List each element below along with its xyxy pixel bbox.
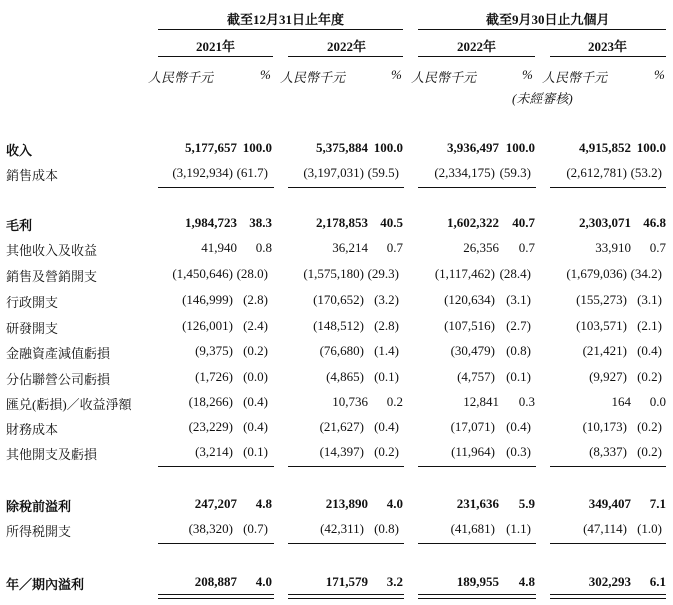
cell-other-expenses-2022-9m-pct: (0.3) <box>506 444 531 459</box>
cell-associates-loss-2022-9m-amount: (4,757) <box>457 369 495 384</box>
cell-associates-loss-2022-pct: (0.1) <box>374 369 399 384</box>
period-header-annual: 截至12月31日止年度 <box>227 12 345 27</box>
unit-pct-2022-annual: % <box>391 67 402 82</box>
cell-other-expenses-2022-pct: (0.2) <box>374 444 399 459</box>
cell-impairment-loss-2023-9m-pct: (0.4) <box>637 343 662 358</box>
rule-after-other-expenses-7 <box>618 466 666 467</box>
row-label-gross-profit: 毛利 <box>6 218 33 233</box>
cell-associates-loss-2022-amount: (4,865) <box>326 369 364 384</box>
unit-rmb-2022-annual: 人民幣千元 <box>280 70 346 85</box>
year-header-2023: 2023年 <box>588 39 628 54</box>
row-label-cost-of-sales: 銷售成本 <box>6 168 59 183</box>
period-underline-nine-months <box>418 29 666 30</box>
cell-revenue-2021-amount: 5,177,657 <box>185 140 237 155</box>
cell-profit-for-period-2023-9m-amount: 302,293 <box>588 574 631 589</box>
cell-cost-of-sales-2021-amount: (3,192,934) <box>172 165 233 180</box>
cell-profit-for-period-2021-amount: 208,887 <box>194 574 237 589</box>
cell-income-tax-2022-9m-amount: (41,681) <box>450 521 495 536</box>
cell-other-expenses-2023-9m-amount: (8,337) <box>589 444 627 459</box>
cell-exchange-net-2022-9m-pct: 0.3 <box>518 394 535 409</box>
unit-pct-2023: % <box>654 67 665 82</box>
row-label-profit-for-period: 年／期內溢利 <box>6 577 85 592</box>
cell-associates-loss-2021-amount: (1,726) <box>195 369 233 384</box>
cell-profit-for-period-2021-pct: 4.0 <box>255 574 272 589</box>
cell-finance-costs-2022-pct: (0.4) <box>374 419 399 434</box>
cell-other-income-2022-amount: 36,214 <box>332 240 368 255</box>
cell-revenue-2022-9m-pct: 100.0 <box>505 140 535 155</box>
rule-after-cost-of-sales-1 <box>226 187 274 188</box>
cell-revenue-2022-pct: 100.0 <box>373 140 403 155</box>
row-label-other-income: 其他收入及收益 <box>6 243 98 258</box>
cell-other-income-2021-pct: 0.8 <box>255 240 272 255</box>
cell-exchange-net-2022-pct: 0.2 <box>386 394 403 409</box>
cell-impairment-loss-2022-9m-pct: (0.8) <box>506 343 531 358</box>
cell-rnd-expenses-2022-9m-amount: (107,516) <box>444 318 495 333</box>
cell-rnd-expenses-2022-9m-pct: (2.7) <box>506 318 531 333</box>
cell-rnd-expenses-2022-amount: (148,512) <box>313 318 364 333</box>
cell-income-tax-2021-pct: (0.7) <box>243 521 268 536</box>
row-label-profit-before-tax: 除稅前溢利 <box>6 499 72 514</box>
cell-gross-profit-2021-pct: 38.3 <box>249 215 272 230</box>
cell-gross-profit-2022-pct: 40.5 <box>380 215 403 230</box>
cell-income-tax-2022-pct: (0.8) <box>374 521 399 536</box>
rule-after-other-expenses-1 <box>226 466 274 467</box>
cell-other-income-2022-pct: 0.7 <box>386 240 403 255</box>
cell-admin-expenses-2021-pct: (2.8) <box>243 292 268 307</box>
cell-exchange-net-2021-amount: (18,266) <box>188 394 233 409</box>
cell-profit-before-tax-2021-amount: 247,207 <box>194 496 237 511</box>
cell-gross-profit-2022-9m-amount: 1,602,322 <box>447 215 499 230</box>
cell-profit-for-period-2023-9m-pct: 6.1 <box>649 574 666 589</box>
cell-selling-expenses-2022-9m-pct: (28.4) <box>499 266 531 281</box>
rule-total-top-5 <box>486 594 536 595</box>
cell-exchange-net-2022-amount: 10,736 <box>332 394 368 409</box>
cell-impairment-loss-2022-amount: (76,680) <box>319 343 364 358</box>
cell-selling-expenses-2023-9m-pct: (34.2) <box>630 266 662 281</box>
cell-finance-costs-2023-9m-amount: (10,173) <box>582 419 627 434</box>
cell-impairment-loss-2022-pct: (1.4) <box>374 343 399 358</box>
rule-after-other-expenses-5 <box>486 466 536 467</box>
cell-other-income-2022-9m-pct: 0.7 <box>518 240 535 255</box>
cell-gross-profit-2022-amount: 2,178,853 <box>316 215 368 230</box>
row-label-associates-loss: 分佔聯營公司虧損 <box>6 372 111 387</box>
cell-income-tax-2023-9m-amount: (47,114) <box>583 521 627 536</box>
rule-total-bottom-7 <box>618 598 666 599</box>
rule-after-cost-of-sales-3 <box>356 187 404 188</box>
cell-admin-expenses-2022-9m-amount: (120,634) <box>444 292 495 307</box>
year-header-2021: 2021年 <box>196 39 236 54</box>
cell-exchange-net-2023-9m-pct: 0.0 <box>649 394 666 409</box>
cell-cost-of-sales-2023-9m-amount: (2,612,781) <box>566 165 627 180</box>
cell-selling-expenses-2023-9m-amount: (1,679,036) <box>566 266 627 281</box>
rule-after-cost-of-sales-5 <box>486 187 536 188</box>
cell-profit-before-tax-2023-9m-pct: 7.1 <box>649 496 666 511</box>
cell-other-income-2023-9m-pct: 0.7 <box>649 240 666 255</box>
cell-profit-before-tax-2022-9m-pct: 5.9 <box>518 496 535 511</box>
year-underline-2022-annual <box>288 56 403 57</box>
cell-finance-costs-2021-pct: (0.4) <box>243 419 268 434</box>
cell-revenue-2022-9m-amount: 3,936,497 <box>447 140 499 155</box>
row-label-revenue: 收入 <box>6 143 33 158</box>
unit-rmb-2023: 人民幣千元 <box>542 70 608 85</box>
cell-revenue-2023-9m-pct: 100.0 <box>636 140 666 155</box>
cell-rnd-expenses-2021-pct: (2.4) <box>243 318 268 333</box>
row-label-impairment-loss: 金融資產減值虧損 <box>6 346 111 361</box>
cell-admin-expenses-2022-pct: (3.2) <box>374 292 399 307</box>
year-underline-2021 <box>158 56 273 57</box>
cell-cost-of-sales-2022-pct: (59.5) <box>367 165 399 180</box>
cell-revenue-2021-pct: 100.0 <box>242 140 272 155</box>
cell-selling-expenses-2021-amount: (1,450,646) <box>172 266 233 281</box>
cell-rnd-expenses-2023-9m-pct: (2.1) <box>637 318 662 333</box>
cell-admin-expenses-2022-amount: (170,652) <box>313 292 364 307</box>
cell-rnd-expenses-2022-pct: (2.8) <box>374 318 399 333</box>
cell-exchange-net-2023-9m-amount: 164 <box>611 394 631 409</box>
rule-after-income-tax-5 <box>486 543 536 544</box>
cell-finance-costs-2022-9m-amount: (17,071) <box>450 419 495 434</box>
cell-income-tax-2023-9m-pct: (1.0) <box>637 521 662 536</box>
cell-other-expenses-2023-9m-pct: (0.2) <box>637 444 662 459</box>
rule-total-bottom-3 <box>356 598 404 599</box>
cell-profit-for-period-2022-amount: 171,579 <box>325 574 368 589</box>
rule-total-bottom-1 <box>226 598 274 599</box>
cell-admin-expenses-2022-9m-pct: (3.1) <box>506 292 531 307</box>
row-label-other-expenses: 其他開支及虧損 <box>6 447 98 462</box>
rule-after-cost-of-sales-7 <box>618 187 666 188</box>
cell-other-income-2021-amount: 41,940 <box>201 240 237 255</box>
period-underline-annual <box>158 29 403 30</box>
cell-profit-before-tax-2022-9m-amount: 231,636 <box>456 496 499 511</box>
cell-other-expenses-2022-amount: (14,397) <box>319 444 364 459</box>
cell-impairment-loss-2022-9m-amount: (30,479) <box>450 343 495 358</box>
rule-after-income-tax-1 <box>226 543 274 544</box>
cell-profit-for-period-2022-9m-amount: 189,955 <box>456 574 499 589</box>
row-label-selling-expenses: 銷售及營銷開支 <box>6 269 98 284</box>
unit-rmb-2021: 人民幣千元 <box>148 70 214 85</box>
cell-associates-loss-2023-9m-pct: (0.2) <box>637 369 662 384</box>
cell-cost-of-sales-2021-pct: (61.7) <box>236 165 268 180</box>
cell-cost-of-sales-2022-9m-amount: (2,334,175) <box>434 165 495 180</box>
cell-exchange-net-2022-9m-amount: 12,841 <box>463 394 499 409</box>
cell-other-expenses-2021-amount: (3,214) <box>195 444 233 459</box>
cell-impairment-loss-2021-amount: (9,375) <box>195 343 233 358</box>
cell-cost-of-sales-2022-amount: (3,197,031) <box>303 165 364 180</box>
unit-pct-2022-nine-months: % <box>522 67 533 82</box>
row-label-finance-costs: 財務成本 <box>6 422 59 437</box>
cell-cost-of-sales-2023-9m-pct: (53.2) <box>630 165 662 180</box>
rule-total-top-7 <box>618 594 666 595</box>
cell-selling-expenses-2022-9m-amount: (1,117,462) <box>434 266 495 281</box>
cell-rnd-expenses-2023-9m-amount: (103,571) <box>576 318 627 333</box>
row-label-rnd-expenses: 研發開支 <box>6 321 59 336</box>
cell-income-tax-2022-amount: (42,311) <box>320 521 364 536</box>
unit-pct-2021: % <box>260 67 271 82</box>
cell-gross-profit-2023-9m-pct: 46.8 <box>643 215 666 230</box>
cell-admin-expenses-2021-amount: (146,999) <box>182 292 233 307</box>
cell-gross-profit-2021-amount: 1,984,723 <box>185 215 237 230</box>
rule-after-other-expenses-3 <box>356 466 404 467</box>
cell-profit-for-period-2022-9m-pct: 4.8 <box>518 574 535 589</box>
cell-other-expenses-2022-9m-amount: (11,964) <box>451 444 495 459</box>
cell-selling-expenses-2021-pct: (28.0) <box>236 266 268 281</box>
cell-admin-expenses-2023-9m-amount: (155,273) <box>576 292 627 307</box>
cell-other-income-2023-9m-amount: 33,910 <box>595 240 631 255</box>
cell-revenue-2023-9m-amount: 4,915,852 <box>579 140 631 155</box>
unit-rmb-2022-nine-months: 人民幣千元 <box>411 70 477 85</box>
cell-other-expenses-2021-pct: (0.1) <box>243 444 268 459</box>
row-label-exchange-net: 匯兑(虧損)／收益淨額 <box>6 397 132 412</box>
cell-finance-costs-2023-9m-pct: (0.2) <box>637 419 662 434</box>
cell-impairment-loss-2023-9m-amount: (21,421) <box>582 343 627 358</box>
cell-income-tax-2021-amount: (38,320) <box>188 521 233 536</box>
row-label-admin-expenses: 行政開支 <box>6 295 59 310</box>
cell-cost-of-sales-2022-9m-pct: (59.3) <box>499 165 531 180</box>
year-header-2022-nine-months: 2022年 <box>457 39 497 54</box>
year-underline-2023 <box>550 56 666 57</box>
cell-profit-before-tax-2022-pct: 4.0 <box>386 496 403 511</box>
cell-finance-costs-2022-amount: (21,627) <box>319 419 364 434</box>
cell-gross-profit-2023-9m-amount: 2,303,071 <box>579 215 631 230</box>
rule-total-top-3 <box>356 594 404 595</box>
cell-selling-expenses-2022-pct: (29.3) <box>367 266 399 281</box>
cell-profit-for-period-2022-pct: 3.2 <box>386 574 403 589</box>
cell-finance-costs-2021-amount: (23,229) <box>188 419 233 434</box>
cell-profit-before-tax-2022-amount: 213,890 <box>325 496 368 511</box>
cell-gross-profit-2022-9m-pct: 40.7 <box>512 215 535 230</box>
rule-total-top-1 <box>226 594 274 595</box>
cell-finance-costs-2022-9m-pct: (0.4) <box>506 419 531 434</box>
unaudited-note: (未經審核) <box>512 91 573 106</box>
cell-selling-expenses-2022-amount: (1,575,180) <box>303 266 364 281</box>
cell-other-income-2022-9m-amount: 26,356 <box>463 240 499 255</box>
cell-associates-loss-2022-9m-pct: (0.1) <box>506 369 531 384</box>
cell-admin-expenses-2023-9m-pct: (3.1) <box>637 292 662 307</box>
rule-after-income-tax-3 <box>356 543 404 544</box>
cell-income-tax-2022-9m-pct: (1.1) <box>506 521 531 536</box>
cell-impairment-loss-2021-pct: (0.2) <box>243 343 268 358</box>
cell-revenue-2022-amount: 5,375,884 <box>316 140 368 155</box>
year-header-2022-annual: 2022年 <box>327 39 367 54</box>
cell-profit-before-tax-2021-pct: 4.8 <box>255 496 272 511</box>
row-label-income-tax: 所得税開支 <box>6 524 72 539</box>
cell-exchange-net-2021-pct: (0.4) <box>243 394 268 409</box>
cell-rnd-expenses-2021-amount: (126,001) <box>182 318 233 333</box>
rule-after-income-tax-7 <box>618 543 666 544</box>
period-header-nine-months: 截至9月30日止九個月 <box>486 12 610 27</box>
rule-total-bottom-5 <box>486 598 536 599</box>
year-underline-2022-nine-months <box>418 56 535 57</box>
cell-associates-loss-2023-9m-amount: (9,927) <box>589 369 627 384</box>
cell-associates-loss-2021-pct: (0.0) <box>243 369 268 384</box>
cell-profit-before-tax-2023-9m-amount: 349,407 <box>588 496 631 511</box>
